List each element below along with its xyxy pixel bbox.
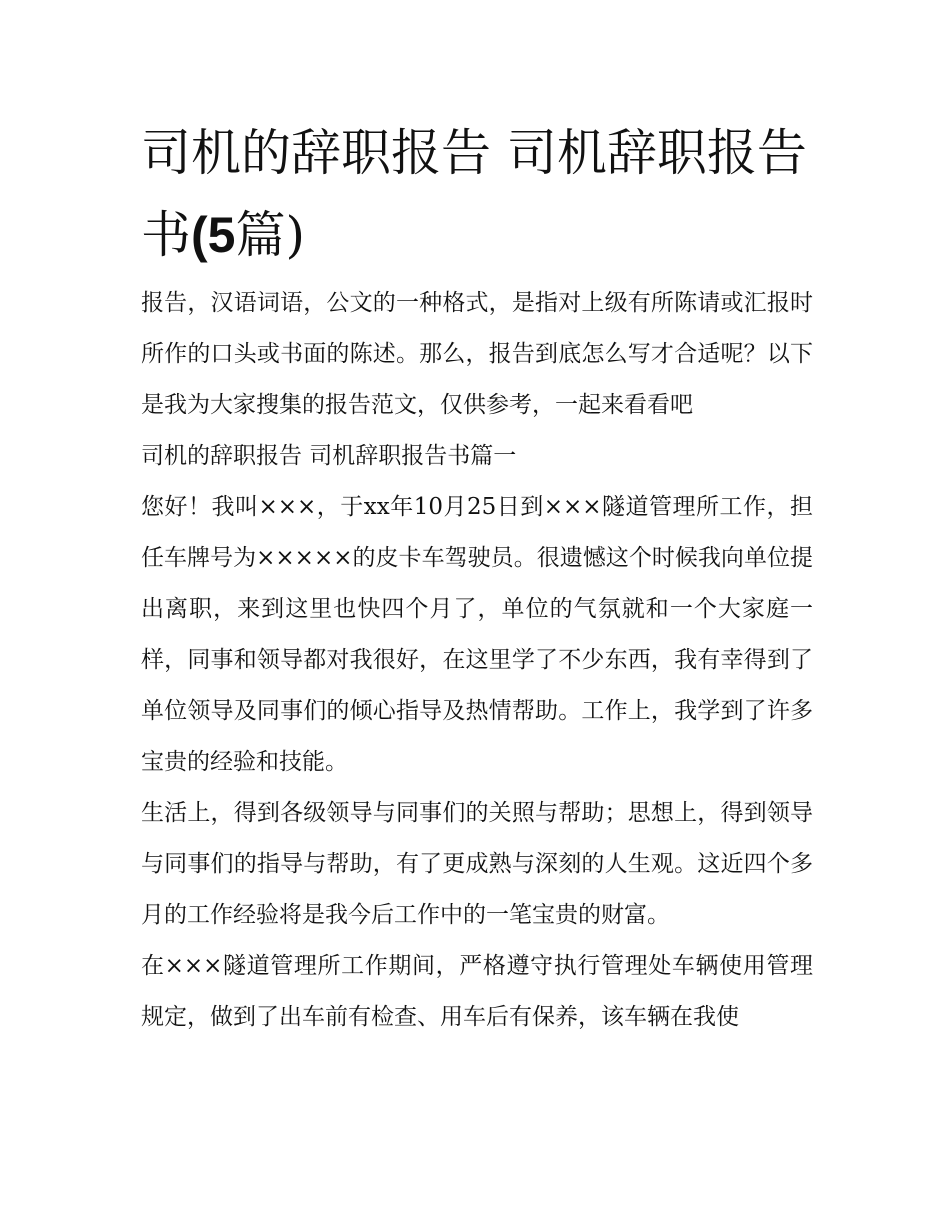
title-text-main: 司机的辞职报告 司机辞职报告书 <box>141 124 807 264</box>
title-count-suffix: 篇) <box>235 206 305 264</box>
document-body <box>141 278 813 1043</box>
intro-paragraph: 报告，汉语词语，公文的一种格式，是指对上级有所陈请或汇报时所作的口头或书面的陈述。那么，报告到底怎么写才合适呢？以下是我为大家搜集的报告范文，仅供参考，一起来看看吧 <box>141 290 813 418</box>
body-paragraph-2: 生活上，得到各级领导与同事们的关照与帮助；思想上，得到领导与同事们的指导与帮助，有了更成熟与深刻的人生观。这近四个多月的工作经验将是我今后工作中的一笔宝贵的财富。 <box>141 800 813 928</box>
section-heading: 司机的辞职报告 司机辞职报告书篇一 <box>141 443 517 469</box>
body-paragraph-1: 您好！我叫×××，于xx年10月25日到×××隧道管理所工作，担任车牌号为×××××的皮卡车驾驶员。很遗憾这个时候我向单位提出离职，来到这里也快四个月了，单位的气氛就和一个大家庭一样，同事和领导都对我很好，在这里学了不少东西，我有幸得到了单位领导及同事们的倾心指导及热情帮助。工作上，我学到了许多宝贵的经验和技能。 <box>141 494 813 775</box>
title-count-number: (5 <box>191 207 236 263</box>
document-title <box>141 112 813 276</box>
body-paragraph-3: 在×××隧道管理所工作期间，严格遵守执行管理处车辆使用管理规定，做到了出车前有检查、用车后有保养，该车辆在我使 <box>141 953 813 1030</box>
